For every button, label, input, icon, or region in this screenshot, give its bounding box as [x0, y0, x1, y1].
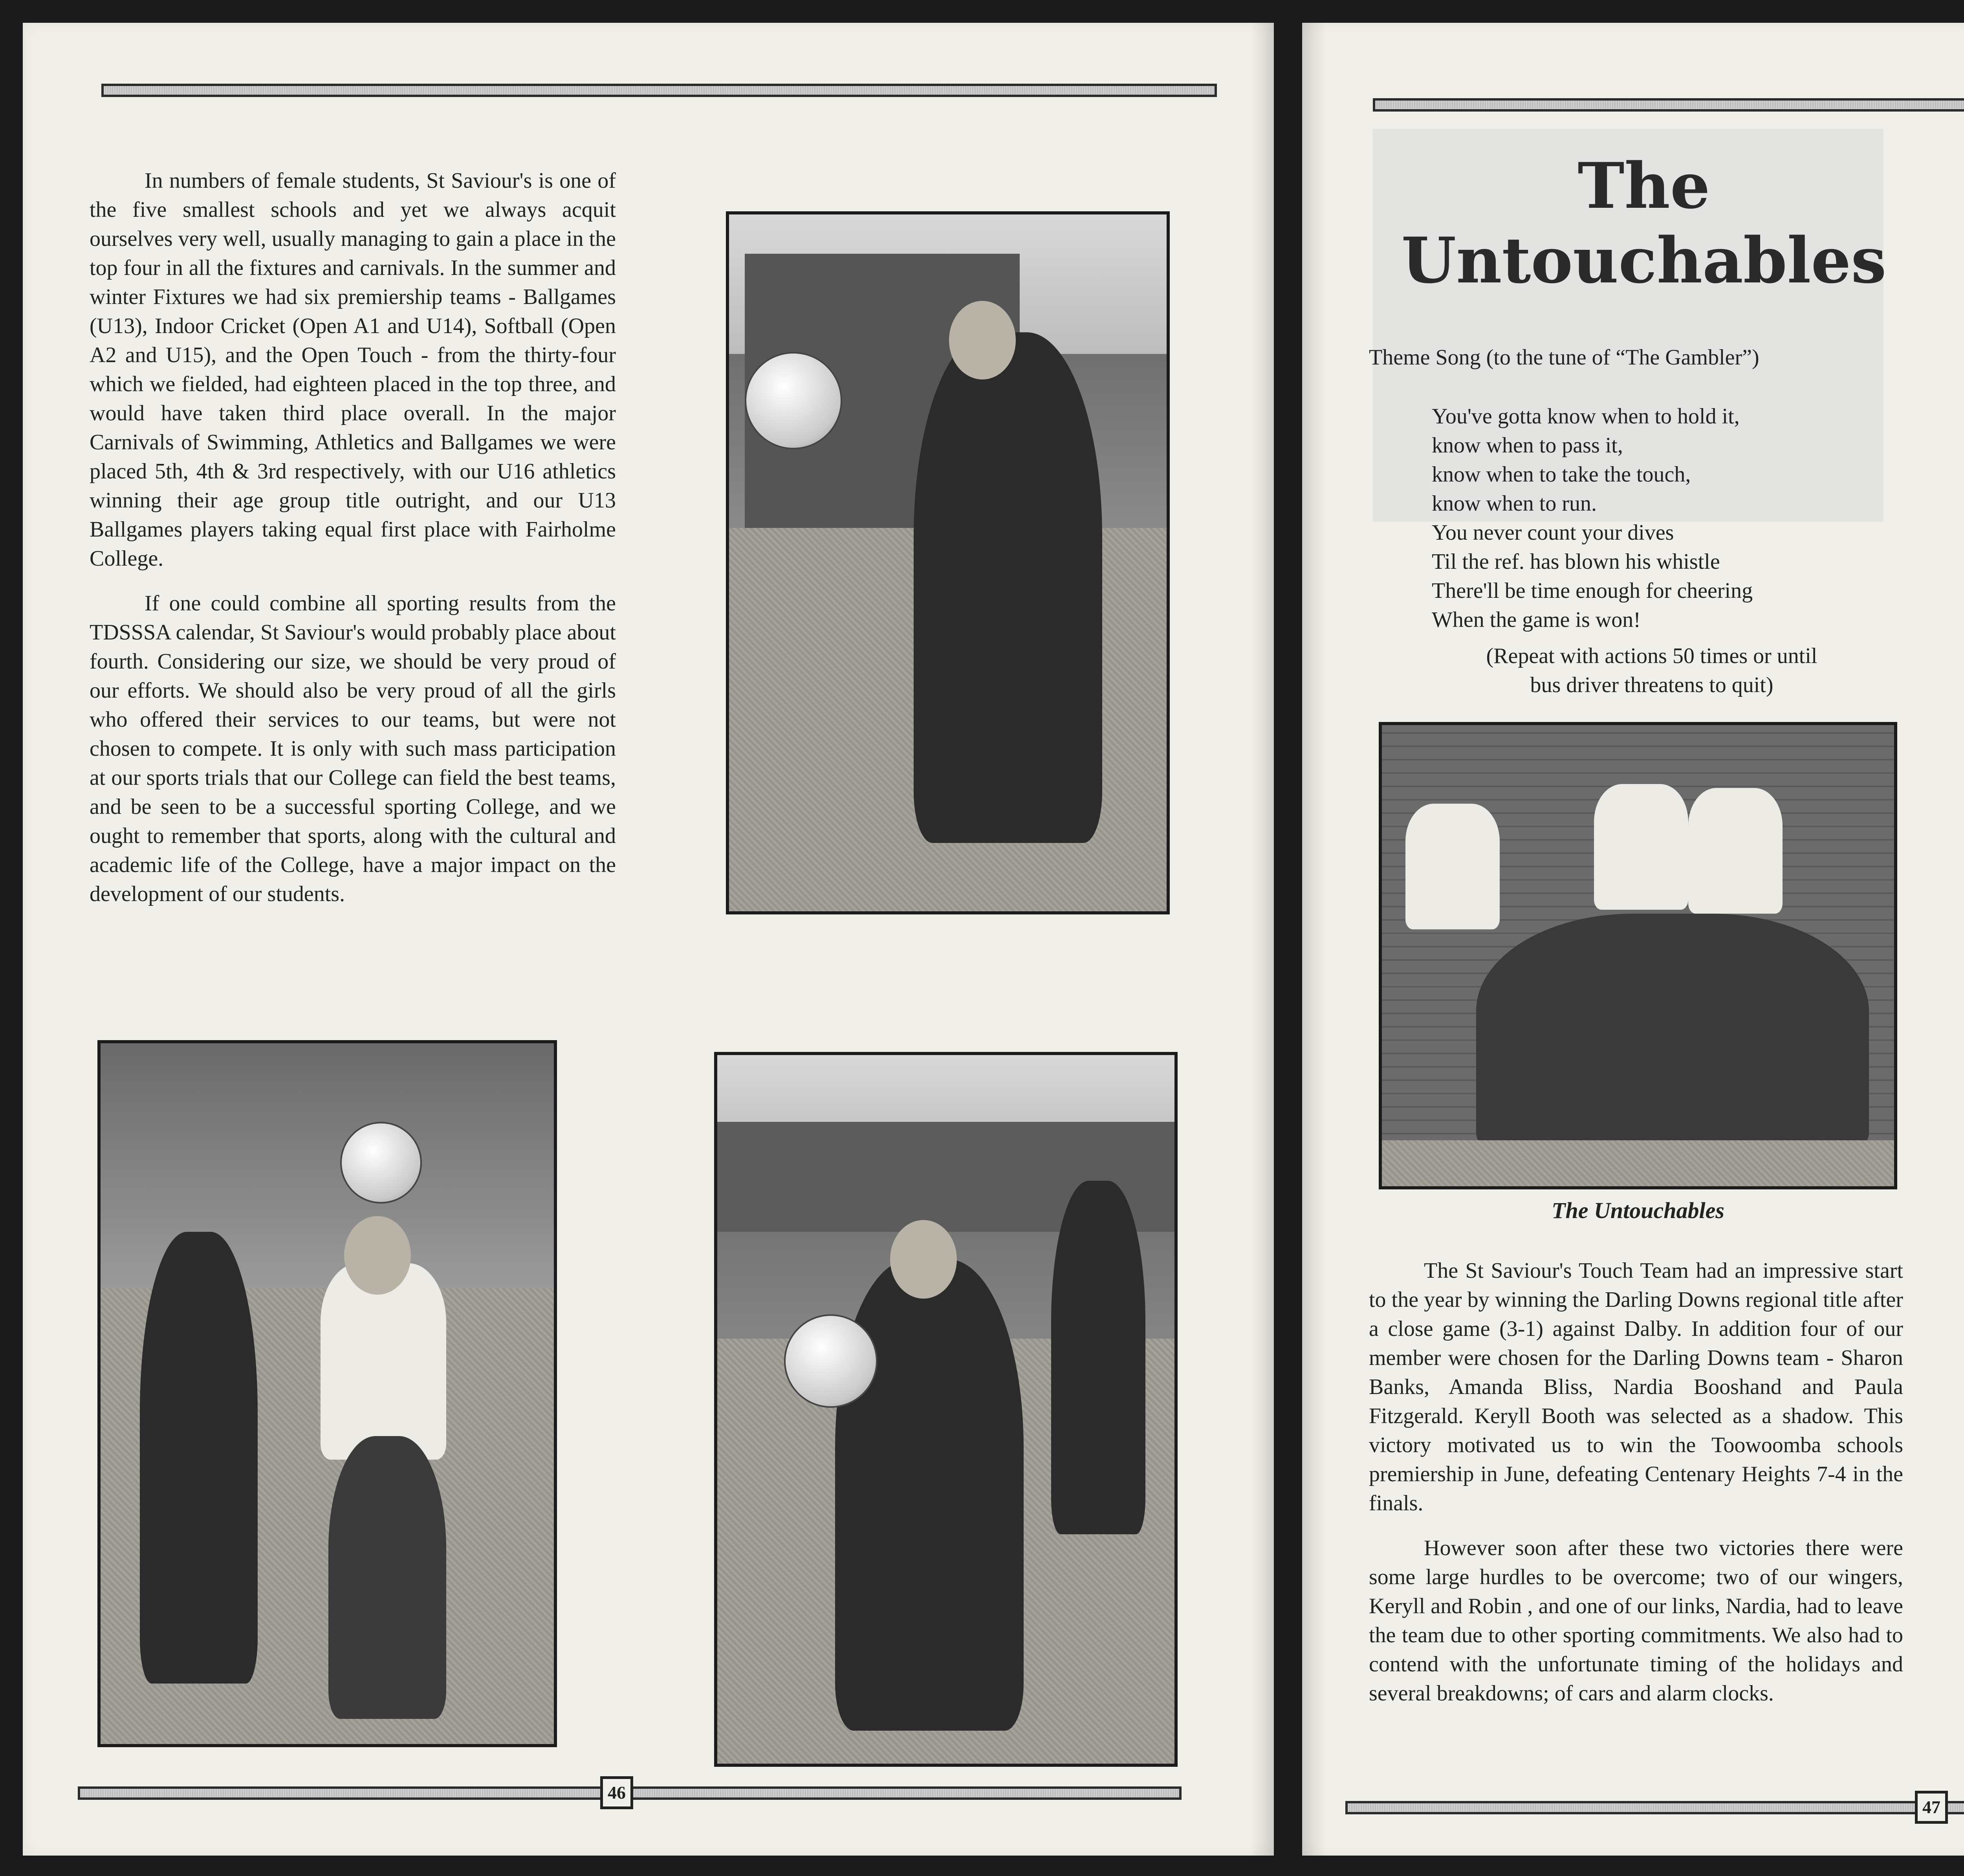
song-line: When the game is won!: [1432, 608, 1641, 632]
song-line: know when to run.: [1432, 491, 1597, 516]
photo-team-member: [1688, 788, 1783, 914]
right-page: [1302, 23, 1964, 1856]
photo-ball: [745, 352, 842, 449]
photo-team-member: [1594, 784, 1688, 910]
photo-team: [1379, 722, 1897, 1189]
photo-ground: [1382, 1140, 1894, 1186]
photo-girl-catching-ball: [726, 211, 1170, 914]
photo-girl-with-ball-match: [714, 1052, 1178, 1767]
paragraph: If one could combine all sporting results from the TDSSSA calendar, St Saviour's would probably place about fourth. Considering our size, we should be very proud of our efforts. We should also be very proud of all the girls who offered their services to our teams, but were not chosen to compete. It is only with such mass participation at our sports trials that our College can field the best teams, and be seen to be a successful sporting College, and we ought to remember that sports, along with the cultural and academic life of the College, have a major impact on the development of our students.: [90, 591, 616, 906]
song-line: You never count your dives: [1432, 520, 1674, 545]
photo-player-head: [890, 1220, 957, 1299]
song-note-line: bus driver threatens to quit): [1530, 673, 1773, 697]
title: [1373, 148, 1915, 298]
photo-player: [140, 1232, 258, 1684]
middle-body-text: [1369, 1256, 1903, 1724]
photo-player: [914, 332, 1102, 843]
song-note: [1404, 641, 1899, 700]
footer-bar: [1345, 1801, 1964, 1814]
song-lyrics: [1432, 402, 1895, 634]
left-body-text: [90, 166, 616, 924]
photo-caption: The Untouchables: [1552, 1198, 1724, 1223]
left-page: [23, 23, 1274, 1856]
theme-song-intro: Theme Song (to the tune of “The Gambler”): [1369, 345, 1759, 370]
song-line: know when to pass it,: [1432, 433, 1623, 458]
header-bar: [101, 84, 1217, 97]
title-line: Untouchables: [1401, 224, 1887, 297]
song-line: There'll be time enough for cheering: [1432, 579, 1753, 603]
header-bar: [1373, 98, 1964, 112]
paragraph: However soon after these two victories there were some large hurdles to be overcome; two of our wingers, Keryll and Robin , and one of our links, Nardia, had to leave the team due to other sporting commitments. We also had to contend with the unfortunate timing of the holidays and several breakdowns; of cars and alarm clocks.: [1369, 1536, 1903, 1706]
photo-player-head: [949, 301, 1016, 379]
photo-team-member: [1405, 804, 1500, 929]
paragraph: In numbers of female students, St Saviour's is one of the five smallest schools and yet we always acquit ourselves very well, usually managing to gain a place in the top four in all the fixtures and carnivals. In the summer and winter Fixtures we had six premiership teams - Ballgames (U13), Indoor Cricket (Open A1 and U14), Softball (Open A2 and U15), and the Open Touch - from the thirty-four which we fielded, had eighteen placed in the top three, and would have taken third place overall. In the major Carnivals of Swimming, Athletics and Ballgames we were placed 5th, 4th & 3rd respectively, with our U16 athletics winning their age group title outright, and our U13 Ballgames players taking equal first place with Fairholme College.: [90, 169, 616, 571]
page-number: 47: [1915, 1791, 1948, 1824]
song-line: Til the ref. has blown his whistle: [1432, 550, 1720, 574]
song-line: know when to take the touch,: [1432, 462, 1691, 487]
page-number: 46: [600, 1776, 633, 1809]
photo-ball: [784, 1314, 878, 1408]
song-line: You've gotta know when to hold it,: [1432, 404, 1740, 429]
photo-player-head: [344, 1216, 411, 1295]
song-note-line: (Repeat with actions 50 times or until: [1486, 644, 1817, 668]
photo-ball: [340, 1122, 422, 1204]
spine-shadow: [1250, 23, 1274, 1856]
photo-girl-ball-overhead: [97, 1040, 557, 1747]
photo-team-front-row: [1476, 914, 1869, 1157]
title-line: The: [1577, 149, 1710, 223]
photo-pants: [328, 1436, 446, 1719]
paragraph: The St Saviour's Touch Team had an impressive start to the year by winning the Darling Downs regional title after a close game (3-1) against Dalby. In addition four of our member were chosen for the Darling Downs team - Sharon Banks, Amanda Bliss, Nardia Booshand and Paula Fitzgerald. Keryll Booth was selected as a shadow. This victory motivated us to win the Toowoomba schools premiership in June, defeating Centenary Heights 7-4 in the finals.: [1369, 1259, 1903, 1515]
photo-player-background: [1051, 1181, 1145, 1534]
spine-shadow: [1302, 23, 1326, 1856]
